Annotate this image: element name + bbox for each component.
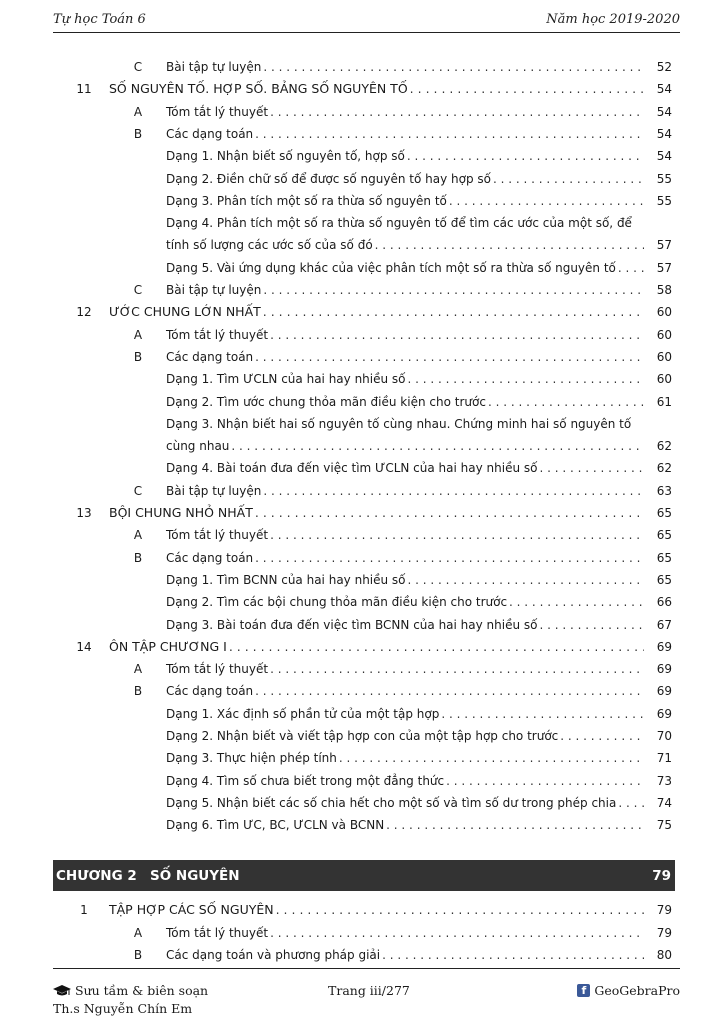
toc-entry-title: BỘI CHUNG NHỎ NHẤT — [109, 505, 253, 520]
toc-entry-page: 65 — [656, 506, 672, 520]
toc-entry-number: B — [133, 126, 143, 141]
toc-entry-page: 65 — [656, 550, 672, 565]
toc-entry-page: 79 — [656, 925, 672, 940]
toc-entry-number: A — [133, 104, 143, 119]
brand-link[interactable] — [577, 983, 680, 998]
toc-entry-number: 12 — [76, 305, 92, 320]
toc-entry-title: Bài tập tự luyện — [166, 483, 262, 498]
chapter-banner[interactable] — [53, 860, 675, 891]
toc-entry-title: SỐ NGUYÊN TỐ. HỢP SỐ. BẢNG SỐ NGUYÊN TỐ — [109, 81, 408, 97]
chapter-title: SỐ NGUYÊN — [150, 868, 240, 884]
toc-entry-title: Dạng 6. Tìm ƯC, BC, ƯCLN và BCNN — [166, 818, 385, 833]
toc-entry-page: 52 — [656, 60, 672, 74]
dot-leader — [231, 438, 644, 454]
toc-entry-page: 69 — [656, 706, 672, 721]
dot-leader — [270, 527, 644, 543]
dot-leader — [509, 594, 644, 610]
toc-entry-title: Dạng 4. Phân tích một số ra thừa số nguyên tố để tìm các ước của một số, để — [166, 216, 632, 231]
dot-leader — [255, 550, 644, 566]
toc-entry-title: ÔN TẬP CHƯƠNG I — [109, 638, 227, 654]
toc-entry-title: Dạng 3. Nhận biết hai số nguyên tố cùng nhau. Chứng minh hai số nguyên tố — [166, 416, 632, 431]
toc-entry-page: 67 — [656, 617, 672, 632]
toc-entry-page: 61 — [656, 394, 672, 409]
dot-leader — [339, 750, 644, 766]
toc-entry-number: 14 — [76, 639, 92, 654]
toc-entry-page: 55 — [656, 193, 672, 208]
toc-entry-title: Dạng 1. Xác định số phần tử của một tập hợp — [166, 706, 440, 721]
toc-entry-page: 54 — [656, 82, 672, 97]
toc-entry-title: Dạng 1. Tìm ƯCLN của hai hay nhiều số — [166, 372, 406, 387]
dot-leader — [229, 639, 644, 655]
page-footer — [53, 968, 680, 1019]
toc-entry-page: 65 — [656, 528, 672, 543]
toc-entry-page: 80 — [656, 948, 672, 962]
toc-entry-title: ƯỚC CHUNG LỚN NHẤT — [109, 304, 261, 320]
brand-name: GeoGebraPro — [594, 983, 680, 998]
dot-leader — [441, 706, 644, 722]
dot-leader — [263, 304, 644, 320]
dot-leader — [560, 728, 644, 744]
toc-entry-page: 69 — [656, 684, 672, 699]
toc-entry-number: C — [133, 483, 143, 498]
dot-leader — [270, 327, 644, 343]
toc-entry-page: 57 — [656, 238, 672, 253]
dot-leader — [407, 148, 644, 164]
toc-entry-page: 66 — [656, 595, 672, 610]
dot-leader — [446, 773, 644, 789]
toc-entry-number: B — [133, 550, 143, 565]
toc-entry-title: cùng nhau — [166, 439, 230, 454]
toc-entry-title: Dạng 3. Phân tích một số ra thừa số nguyên tố — [166, 193, 447, 208]
toc-entry-title: Các dạng toán — [166, 126, 254, 141]
toc-entry-title: Dạng 3. Thực hiện phép tính — [166, 751, 337, 766]
dot-leader — [270, 661, 644, 677]
toc-entry-page: 60 — [656, 349, 672, 364]
dot-leader — [255, 683, 644, 699]
toc-entry-page: 79 — [656, 903, 672, 917]
toc-entry-title: Dạng 4. Bài toán đưa đến việc tìm ƯCLN của hai hay nhiều số — [166, 461, 538, 476]
toc-entry-number: 13 — [76, 506, 92, 520]
dot-leader — [618, 795, 644, 811]
toc-entry-page: 73 — [656, 773, 672, 788]
toc-entry-title: Các dạng toán — [166, 349, 254, 364]
toc-entry-page: 75 — [656, 818, 672, 833]
dot-leader — [255, 126, 644, 142]
dot-leader — [410, 81, 644, 97]
page-header — [53, 10, 680, 33]
toc-entry-title: Dạng 2. Tìm các bội chung thỏa mãn điều kiện cho trước — [166, 595, 508, 610]
dot-leader — [408, 371, 644, 387]
author-line-2: Th.s Nguyễn Chín Em — [53, 1001, 193, 1016]
toc-entry-number: A — [133, 528, 143, 543]
toc-entry-number: A — [133, 925, 143, 940]
toc-entry-title: Dạng 2. Điền chữ số để được số nguyên tố hay hợp số — [166, 171, 492, 186]
toc-entry-number: 11 — [76, 82, 92, 97]
toc-entry-page: 71 — [656, 751, 672, 766]
toc-entry-title: Tóm tắt lý thuyết — [166, 925, 269, 940]
chapter-label: CHƯƠNG 2 — [56, 868, 137, 884]
author-credit — [53, 983, 208, 998]
toc-entry-page: 60 — [656, 372, 672, 387]
toc-entry-page: 54 — [656, 149, 672, 164]
toc-entry-page: 55 — [656, 171, 672, 186]
toc-entry-page: 65 — [656, 572, 672, 587]
toc-entry-title: Bài tập tự luyện — [166, 60, 262, 74]
dot-leader — [263, 282, 644, 298]
toc-entry-title: Tóm tắt lý thuyết — [166, 327, 269, 342]
toc-entry-page: 62 — [656, 461, 672, 476]
author-line-1: Sưu tầm & biên soạn — [75, 983, 209, 998]
dot-leader — [488, 394, 644, 410]
chapter-page: 79 — [652, 868, 671, 884]
dot-leader — [270, 104, 644, 120]
dot-leader — [408, 572, 644, 588]
dot-leader — [382, 947, 644, 963]
graduation-cap-icon — [53, 985, 71, 997]
toc-entry-number: 1 — [80, 903, 88, 917]
toc-entry-number: B — [133, 948, 143, 962]
toc-entry-title: Các dạng toán — [166, 550, 254, 565]
toc-entry-page: 57 — [656, 260, 672, 275]
toc-entry-title: Các dạng toán và phương pháp giải — [166, 948, 381, 962]
toc-entry-page: 62 — [656, 439, 672, 454]
toc-entry-number: A — [133, 662, 143, 677]
toc-entry-title: Dạng 3. Bài toán đưa đến việc tìm BCNN của hai hay nhiều số — [166, 617, 538, 632]
toc-entry-page: 58 — [656, 283, 672, 297]
page-number: Trang iii/277 — [328, 983, 410, 998]
toc-entry-title: Dạng 2. Nhận biết và viết tập hợp con của một tập hợp cho trước — [166, 729, 559, 743]
toc-entry-title: tính số lượng các ước số của số đó — [166, 238, 373, 253]
dot-leader — [263, 483, 644, 499]
toc-entry-title: Tóm tắt lý thuyết — [166, 104, 269, 119]
toc-entry-page: 69 — [656, 662, 672, 677]
toc-entry-page: 69 — [656, 639, 672, 654]
toc-entry-page: 63 — [656, 483, 672, 498]
dot-leader — [255, 505, 644, 521]
toc-entry-title: Dạng 5. Nhận biết các số chia hết cho một số và tìm số dư trong phép chia — [166, 795, 617, 810]
toc-entry-title: Dạng 2. Tìm ước chung thỏa mãn điều kiện cho trước — [166, 394, 486, 409]
dot-leader — [386, 817, 644, 833]
header-year: Năm học 2019-2020 — [546, 12, 680, 27]
dot-leader — [539, 460, 644, 476]
toc-entry-page: 70 — [656, 729, 672, 743]
toc-entry-title: Dạng 4. Tìm số chưa biết trong một đẳng thức — [166, 773, 445, 788]
toc-entry-number: C — [133, 60, 143, 74]
dot-leader — [276, 902, 644, 918]
toc-entry-number: B — [133, 349, 143, 364]
dot-leader — [493, 171, 644, 187]
toc-entry-title: Các dạng toán — [166, 684, 254, 699]
facebook-icon: f — [577, 984, 590, 997]
toc-entry-number: A — [133, 327, 143, 342]
dot-leader — [270, 925, 644, 941]
toc-entry-page: 60 — [656, 327, 672, 342]
dot-leader — [375, 237, 644, 253]
toc-entry-page: 54 — [656, 126, 672, 141]
toc-entry-title: Tóm tắt lý thuyết — [166, 662, 269, 677]
dot-leader — [540, 617, 645, 633]
toc-entry-title: TẬP HỢP CÁC SỐ NGUYÊN — [109, 902, 274, 917]
toc-entry-title: Dạng 5. Vài ứng dụng khác của việc phân tích một số ra thừa số nguyên tố — [166, 260, 616, 275]
dot-leader — [449, 193, 644, 209]
toc-entry-page: 74 — [656, 795, 672, 810]
toc-entry-title: Dạng 1. Nhận biết số nguyên tố, hợp số — [166, 149, 405, 164]
dot-leader — [263, 59, 644, 75]
toc-entry-number: B — [133, 684, 143, 699]
toc-entry-page: 54 — [656, 104, 672, 119]
header-title: Tự học Toán 6 — [53, 12, 146, 27]
dot-leader — [255, 349, 644, 365]
toc-entry-number: C — [133, 283, 143, 297]
toc-entry-title: Tóm tắt lý thuyết — [166, 528, 269, 543]
dot-leader — [618, 260, 644, 276]
toc-entry-page: 60 — [656, 305, 672, 320]
toc-entry-title: Dạng 1. Tìm BCNN của hai hay nhiều số — [166, 572, 406, 587]
toc-entry-title: Bài tập tự luyện — [166, 283, 262, 297]
